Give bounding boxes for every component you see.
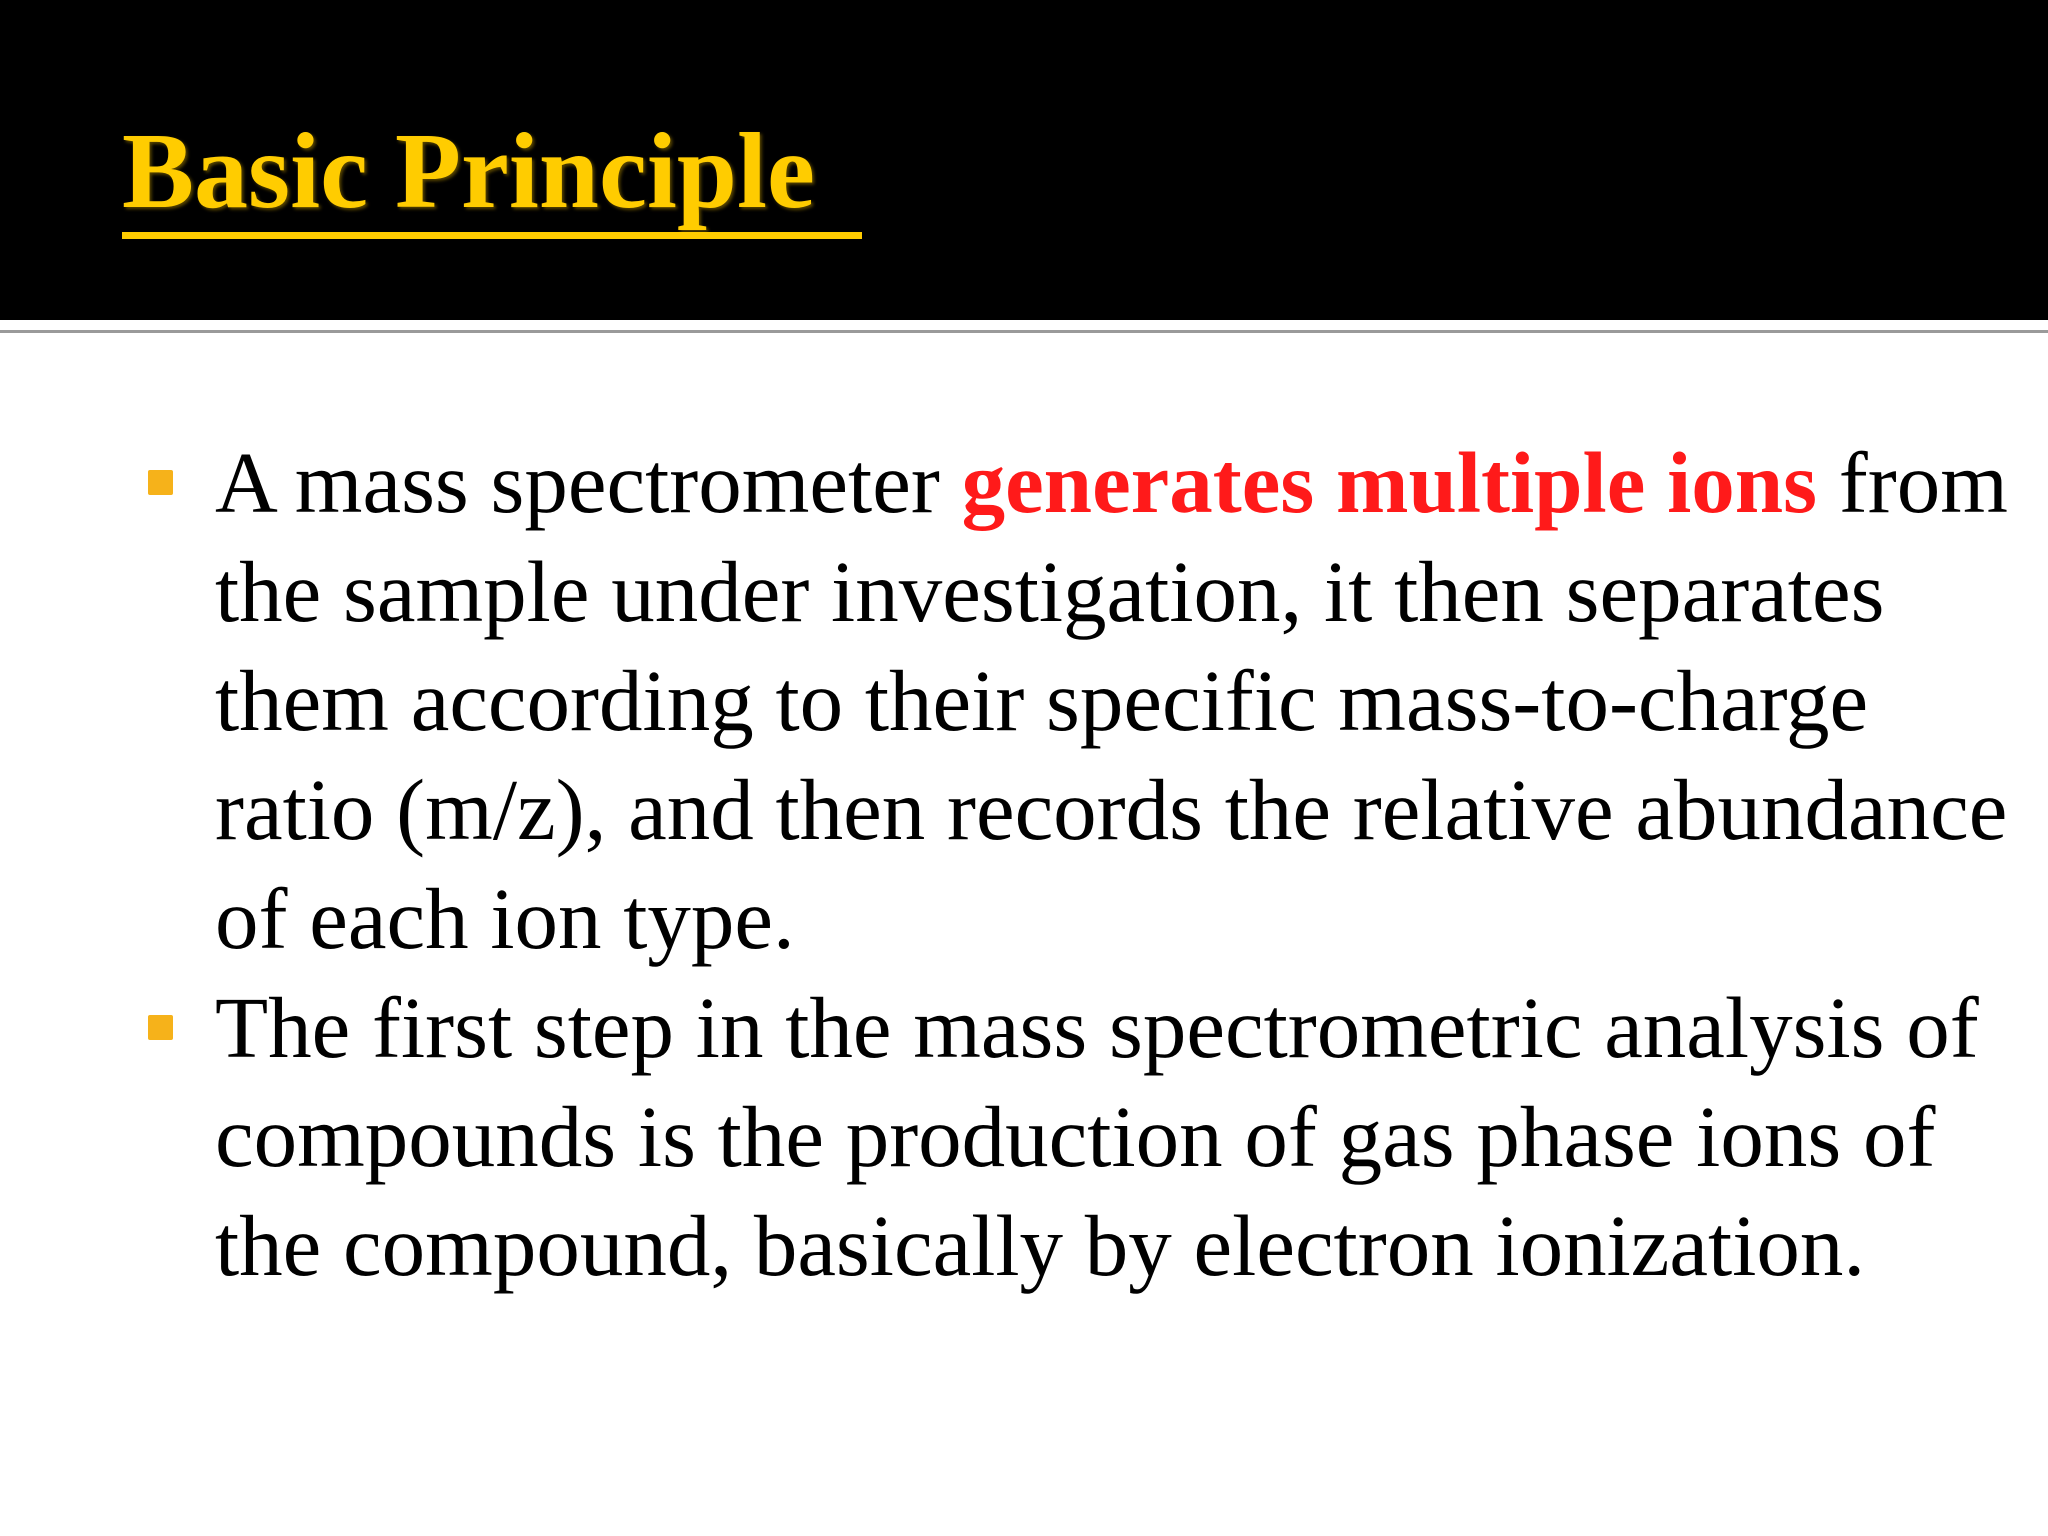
title-underline	[122, 232, 862, 239]
bullet-item-1	[145, 428, 2015, 973]
square-bullet-icon	[148, 470, 173, 495]
bullet-1-text-end: from the sample under investigation, it then separates them according to their specific mass-to-charge ratio (m/z), and then records the relative abundance of each ion type.	[215, 434, 2008, 967]
bullet-list	[145, 428, 2015, 1300]
square-bullet-icon	[148, 1015, 173, 1040]
bullet-item-2	[145, 973, 2015, 1300]
header-divider	[0, 330, 2048, 333]
bullet-2-text: The first step in the mass spectrometric analysis of compounds is the production of gas phase ions of the compound, basically by electron ionization.	[215, 979, 1979, 1294]
bullet-1-text-start: A mass spectrometer	[215, 434, 962, 531]
slide-title: Basic Principle	[122, 112, 815, 231]
bullet-1-highlight: generates multiple ions	[961, 434, 1817, 531]
